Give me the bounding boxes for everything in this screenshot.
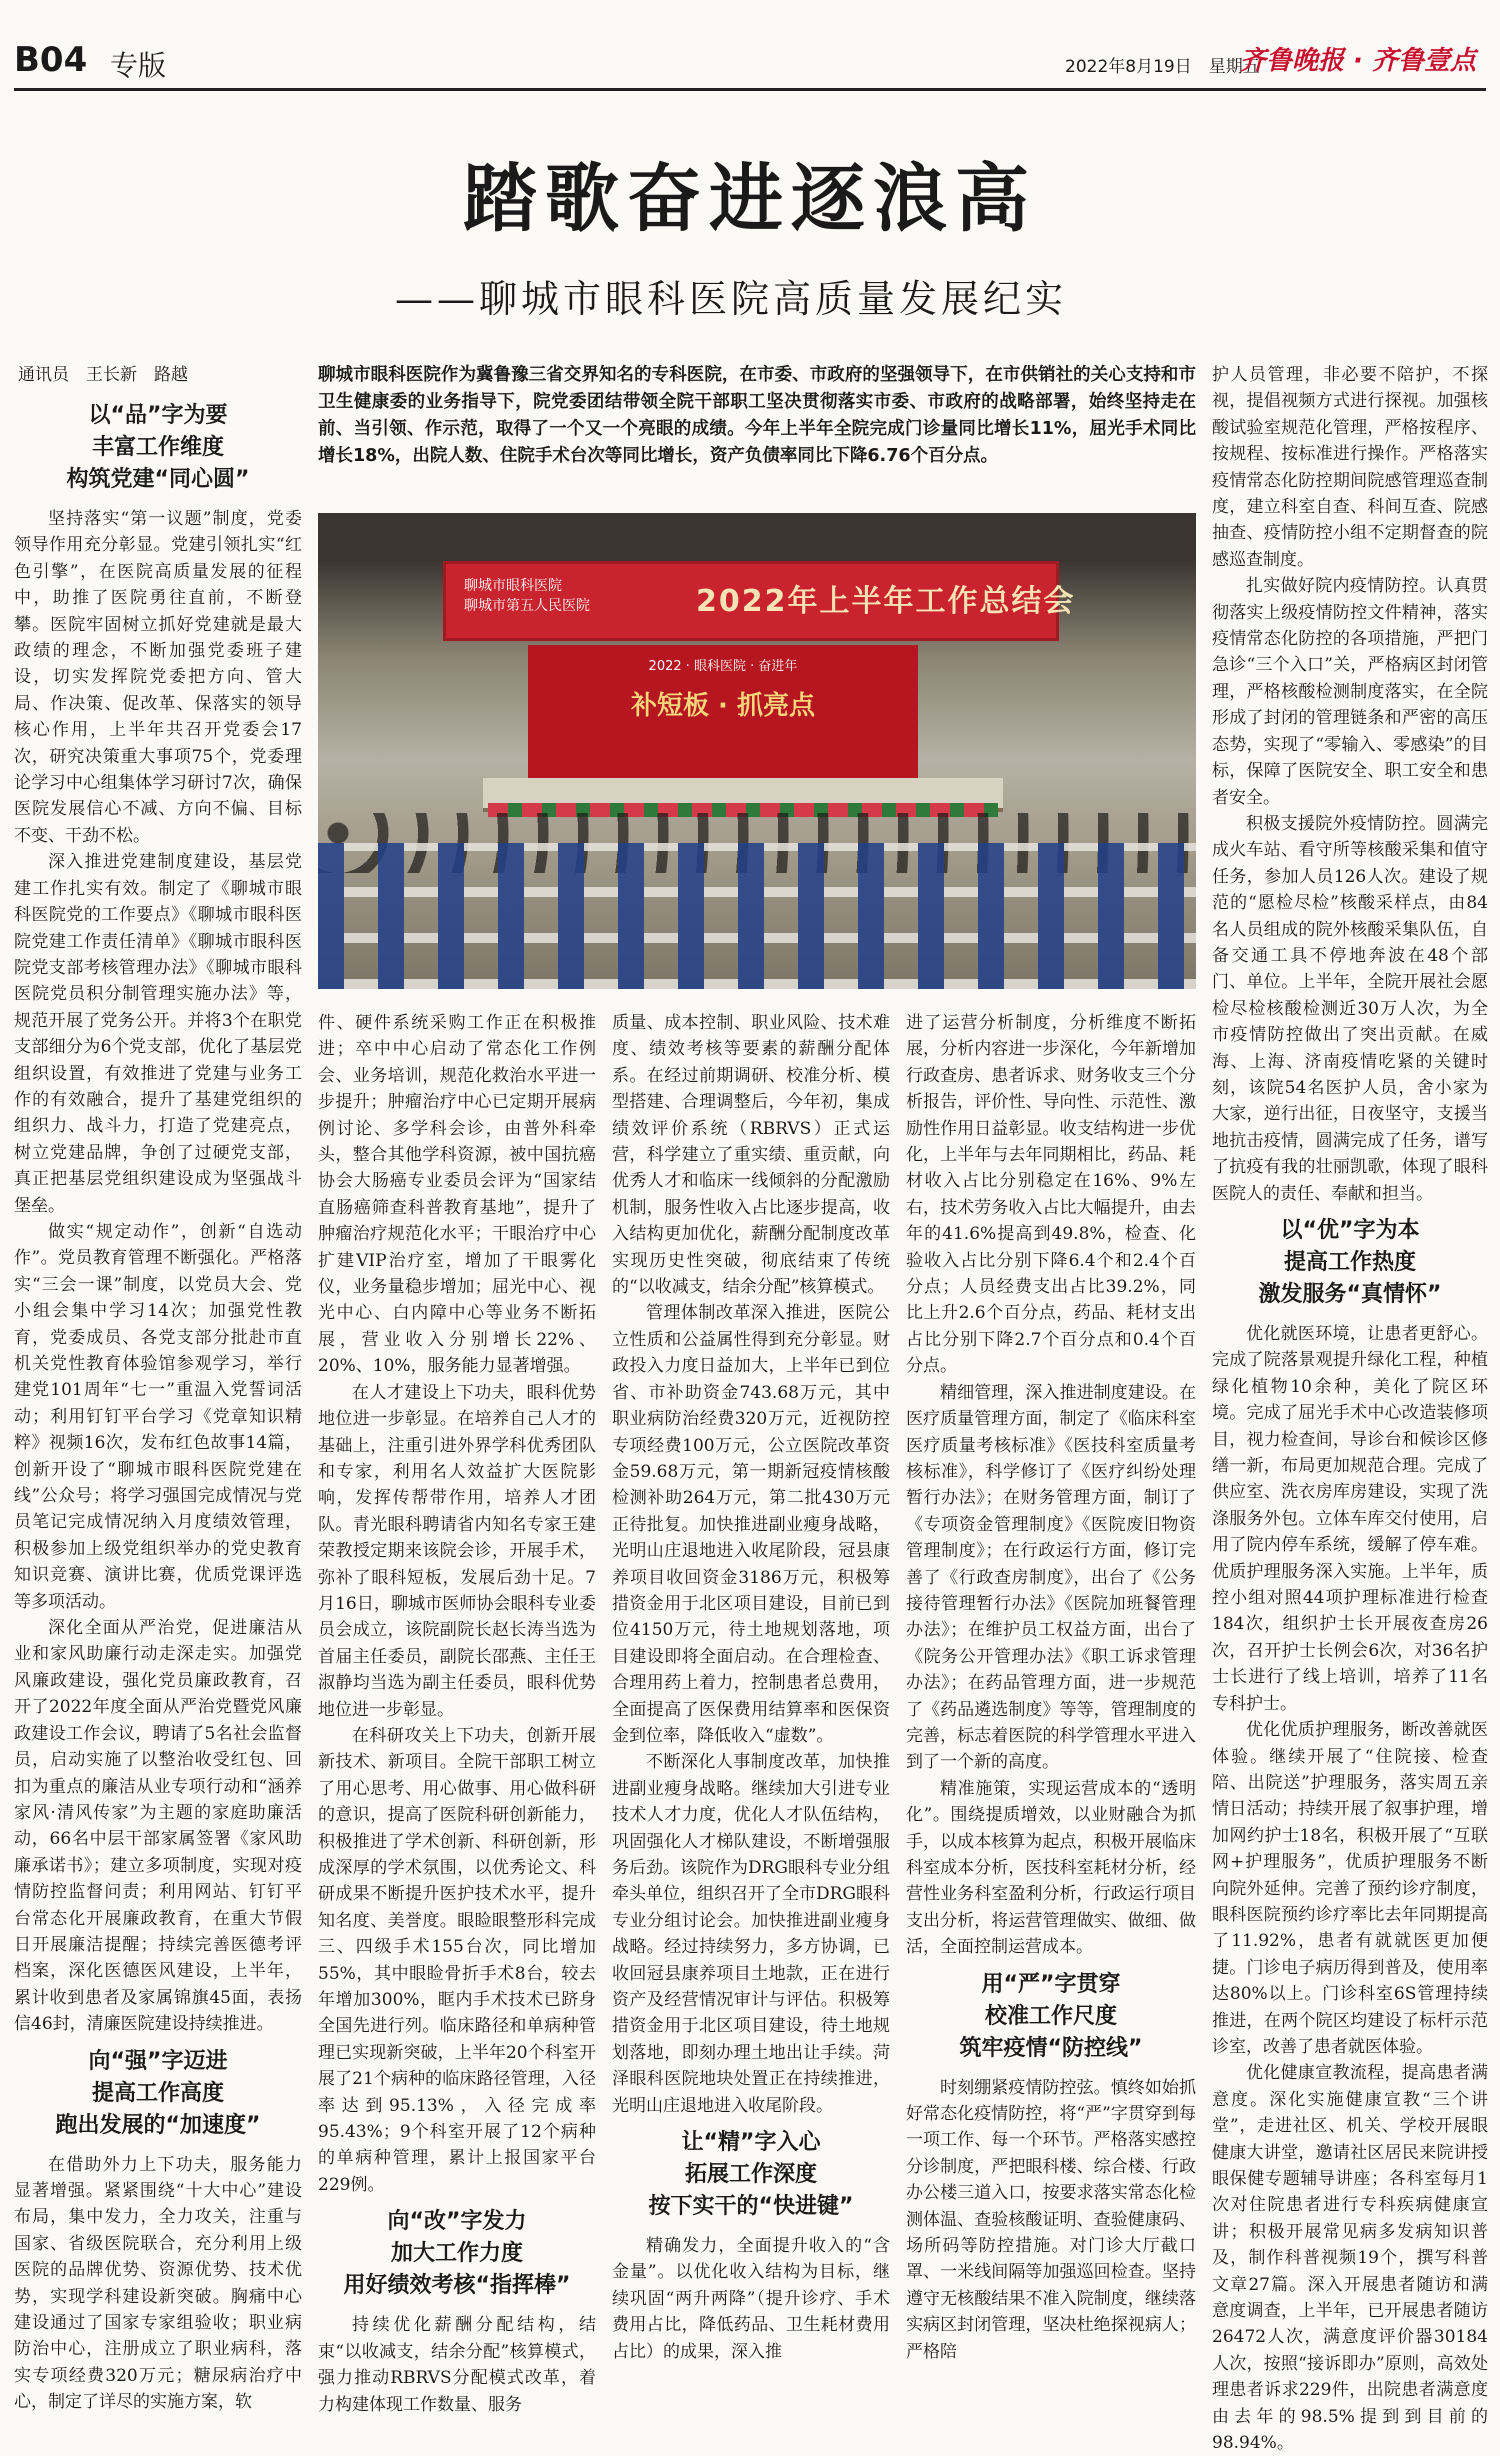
page-header [0, 0, 1500, 90]
paragraph: 在借助外力上下功夫，服务能力显著增强。紧紧围绕“十大中心”建设布局，集中发力，全力攻关，注重与国家、省级医院联合，充分利用上级医院的品牌优势、资源优势、技术优势，实现学科建设新突破。胸痛中心建设通过了国家专家组验收；职业病防治中心，注册成立了职业病科，落实专项经费320万元；糖尿病治疗中心，制定了详尽的实施方案，软 [14, 2154, 302, 2413]
paragraph: 精细管理，深入推进制度建设。在医疗质量管理方面，制定了《临床科室医疗质量考核标准》《医技科室质量考核标准》，科学修订了《医疗纠纷处理暂行办法》；在财务管理方面，制订了《专项资金管理制度》《医院废旧物资管理制度》；在行政运行方面，修订完善了《行政查房制度》，出台了《公务接待管理暂行办法》《医院加班餐管理办法》；在维护员工权益方面，出台了《院务公开管理办法》《职工诉求管理办法》；在药品管理方面，进一步规范了《药品遴选制度》等等，管理制度的完善，标志着医院的科学管理水平进入到了一个新的高度。 [906, 1382, 1196, 1773]
photo-stage-screen: 2022 · 眼科医院 · 奋进年 补短板 · 抓亮点 [528, 645, 918, 795]
paragraph: 时刻绷紧疫情防控弦。慎终如始抓好常态化疫情防控，将“严”字贯穿到每一项工作、每一个环节。严格落实感控分诊制度，严把眼科楼、综合楼、行政办公楼三道入口，按要求落实常态化检测体温、查验核酸证明、查验健康码、场所码等防控措施。对门诊大厅截口罩、一米线间隔等加强巡回检查。坚持遵守无核酸结果不准入院制度，继续落实病区封闭管理，坚决杜绝探视病人；严格陪 [906, 2077, 1196, 2362]
paragraph: 管理体制改革深入推进，医院公立性质和公益属性得到充分彰显。财政投入力度日益加大，上半年已到位省、市补助资金743.68万元，其中职业病防治经费320万元，近视防控专项经费100万元，公立医院改革资金59.68万元，第一期新冠疫情核酸检测补助264万元，第二批430万元正待批复。加快推进副业瘦身战略，光明山庄退地进入收尾阶段，冠县康养项目收回资金3186万元，积极筹措资金用于北区项目建设，目前已到位4150万元，待土地规划落地，项目建设即将全面启动。在合理检查、合理用药上着力，控制患者总费用，全面提高了医保费用结算率和医保资金到位率，降低收入“虚数”。 [612, 1303, 890, 1746]
byline: 通讯员 王长新 路越 [18, 365, 188, 385]
photo-seats [318, 843, 1196, 989]
paragraph: 积极支援院外疫情防控。圆满完成火车站、看守所等核酸采集和值守任务，参加人员126人次。建设了规范的“愿检尽检”核酸采样点，由84名人员组成的院外核酸采集队伍，自备交通工具不停地奔波在48个部门、单位。上半年，全院开展社会愿检尽检核酸检测近30万人次，为全市疫情防控做出了突出贡献。在威海、上海、济南疫情吃紧的关键时刻，该院54名医护人员，舍小家为大家，逆行出征，日夜坚守，支援当地抗击疫情，圆满完成了任务，谱写了抗疫有我的壮丽凯歌，体现了眼科医院人的责任、奉献和担当。 [1212, 813, 1488, 1204]
paragraph: 在人才建设上下功夫，眼科优势地位进一步彰显。在培养自己人才的基础上，注重引进外界学科优秀团队和专家，利用名人效益扩大医院影响，发挥传帮带作用，培养人才团队。青光眼科聘请省内知名专家王建荣教授定期来该院会诊，开展手术，弥补了眼科短板，发展后劲十足。7月16日，聊城市医师协会眼科专业委员会成立，该院副院长赵长涛当选为首届主任委员，副院长邵燕、主任王淑静均当选为副主任委员，眼科优势地位进一步彰显。 [318, 1382, 596, 1720]
paragraph: 件、硬件系统采购工作正在积极推进；卒中中心启动了常态化工作例会、业务培训，规范化救治水平进一步提升；肿瘤治疗中心已定期开展病例讨论、多学科会诊，由普外科牵头，整合其他学科资源，被中国抗癌协会大肠癌专业委员会评为“国家结直肠癌筛查科普教育基地”，提升了肿瘤治疗规范化水平；干眼治疗中心扩建VIP治疗室，增加了干眼雾化仪，业务量稳步增加；屈光中心、视光中心、白内障中心等业务不断拓展，营业收入分别增长22%、20%、10%，服务能力显著增强。 [318, 1013, 596, 1377]
paragraph: 在科研攻关上下功夫，创新开展新技术、新项目。全院干部职工树立了用心思考、用心做事、用心做科研的意识，提高了医院科研创新能力，积极推进了学术创新、科研创新，形成深厚的学术氛围，以优秀论文、科研成果不断提升医护技术水平，提升知名度、美誉度。眼睑眼整形科完成三、四级手术155台次，同比增加55%，其中眼睑骨折手术8台，较去年增加300%，眶内手术技术已跻身全国先进行列。临床路径和单病种管理已实现新突破，上半年20个科室开展了21个病种的临床路径管理，入径率达到95.13%，入径完成率95.43%；9个科室开展了12个病种的单病种管理，累计上报国家平台229例。 [318, 1725, 596, 2195]
article-column-5 [1212, 362, 1488, 2454]
subheading-reform: 向“改”字发力 加大工作力度 用好绩效考核“指挥棒” [343, 2209, 571, 2299]
paragraph: 深化全面从严治党，促进廉洁从业和家风助廉行动走深走实。加强党风廉政建设，强化党员廉政教育，召开了2022年度全面从严治党暨党风廉政建设工作会议，聘请了5名社会监督员，启动实施了以整治收受红包、回扣为重点的廉洁从业专项行动和“涵养家风·清风传家”为主题的家庭助廉活动，66名中层干部家属签署《家风助廉承诺书》；建立多项制度，实现对疫情防控监督问责；利用网站、钉钉平台常态化开展廉政教育，在重大节假日开展廉洁提醒；持续完善医德考评档案，深化医德医风建设，上半年，累计收到患者及家属锦旗45面，表扬信46封，清廉医院建设持续推进。 [14, 1618, 302, 2035]
section-label: 专版 [110, 49, 167, 82]
paragraph: 优化优质护理服务，断改善就医体验。继续开展了“住院接、检查陪、出院送”护理服务，落实周五亲情日活动；持续开展了叙事护理，增加网约护士18名，积极开展了“互联网+护理服务”，优质护理服务不断向院外延伸。完善了预约诊疗制度，眼科医院预约诊疗率比去年同期提高了11.92%，患者有就就医更加便捷。门诊电子病历得到普及，使用率达80%以上。门诊科室6S管理持续推进，在两个院区均建设了标杆示范诊室，改善了患者就医体验。 [1212, 1720, 1488, 2057]
article-column-4 [906, 1010, 1196, 2402]
paragraph: 精确发力，全面提升收入的“含金量”。以优化收入结构为目标，继续巩固“两升两降”（提升诊疗、手术费用占比，降低药品、卫生耗材费用占比）的成果，深入推 [612, 2236, 890, 2362]
photo-banner [443, 561, 1076, 641]
subheadline: ——聊城市眼科医院高质量发展纪实 [395, 277, 1068, 321]
subheading-service: 以“优”字为本 提高工作热度 激发服务“真情怀” [1258, 1218, 1442, 1307]
lead-paragraph: 聊城市眼科医院作为冀鲁豫三省交界知名的专科医院，在市委、市政府的坚强领导下，在市供销社的关心支持和市卫生健康委的业务指导下，院党委团结带领全院干部职工坚决贯彻落实市委、市政府的战略部署，始终坚持走在前、当引领、作示范，取得了一个又一个亮眼的成绩。今年上半年全院完成门诊量同比增长11%，屈光手术同比增长18%，出院人数、住院手术台次等同比增长，资产负债率同比下降6.76个百分点。 [318, 365, 1196, 466]
paragraph: 做实“规定动作”，创新“自选动作”。党员教育管理不断强化。严格落实“三会一课”制度，以党员大会、党小组会集中学习14次；加强党性教育，党委成员、各党支部分批赴市直机关党性教育体验馆参观学习，举行建党101周年“七一”重温入党誓词活动；利用钉钉平台学习《党章知识精粹》视频16次，发布红色故事14篇，创新开设了“聊城市眼科医院党建在线”公众号；将学习强国完成情况与党员笔记完成情况纳入月度绩效管理，积极参加上级党组织举办的党史教育知识竞赛、演讲比赛，优质党课评选等多项活动。 [14, 1221, 302, 1612]
article-column-3 [612, 1010, 890, 2402]
paragraph: 护人员管理，非必要不陪护，不探视，提倡视频方式进行探视。加强核酸试验室规范化管理，严格按程序、按规程、按标准进行操作。严格落实疫情常态化防控期间院感管理巡查制度，建立科室自查、科间互查、院感抽查、疫情防控小组不定期督查的院感巡查制度。 [1212, 365, 1488, 570]
page-number: B04 [14, 40, 88, 80]
paragraph: 扎实做好院内疫情防控。认真贯彻落实上级疫情防控文件精神，落实疫情常态化防控的各项措施，严把门急诊“三个入口”关，严格病区封闭管理，严格核酸检测制度落实，在全院形成了封闭的管理链条和严密的高压态势，实现了“零输入、零感染”的目标，保障了医院安全、职工安全和患者安全。 [1212, 576, 1488, 808]
paragraph: 持续优化薪酬分配结构，结束“以收减支，结余分配”核算模式，强力推动RBRVS分配模式改革，着力构建体现工作数量、服务 [318, 2315, 596, 2415]
newspaper-logo: 齐鲁晚报 · 齐鲁壹点 [1240, 46, 1476, 76]
conference-photo [318, 513, 1196, 989]
paragraph: 优化就医环境，让患者更舒心。完成了院落景观提升绿化工程，种植绿化植物10余种，美化了院区环境。完成了屈光手术中心改造装修项目，视力检查间，导诊台和候诊区修缮一新，布局更加规范合理。完成了供应室、洗衣房库房建设，实现了洗涤服务外包。立体车库交付使用，启用了院内停车系统，缓解了停车难。优质护理服务深入实施。上半年，质控小组对照44项护理标准进行检查184次，组织护士长开展夜查房26次，召开护士长例会6次，对36名护士长进行了线上培训，培养了11名专科护士。 [1212, 1324, 1488, 1714]
paragraph: 不断深化人事制度改革，加快推进副业瘦身战略。继续加大引进专业技术人才力度，优化人才队伍结构，巩固强化人才梯队建设，不断增强服务后劲。该院作为DRG眼科专业分组牵头单位，组织召开了全市DRG眼科专业分组讨论会。加快推进副业瘦身战略。经过持续努力，多方协调，已收回冠县康养项目土地款，正在进行资产及经营情况审计与评估。积极筹措资金用于北区项目建设，待土地规划落地，即刻办理土地出让手续。菏泽眼科医院地块处置正在持续推进，光明山庄退地进入收尾阶段。 [612, 1752, 891, 2116]
article-column-1 [14, 392, 302, 2413]
article-column-2 [318, 1010, 596, 2415]
subheading-precision: 让“精”字入心 拓展工作深度 按下实干的“快进键” [648, 2130, 854, 2220]
photo-banner-title: 2022年上半年工作总结会 [696, 584, 1076, 619]
subheading-strength: 向“强”字迈进 提高工作高度 跑出发展的“加速度” [55, 2048, 261, 2138]
paragraph: 优化健康宣教流程，提高患者满意度。深化实施健康宣教“三个讲堂”，走进社区、机关、学校开展眼健康大讲堂，邀请社区居民来院讲授眼保健专题辅导讲座；各科室每月1次对住院患者进行专科疾病健康宣讲；积极开展常见病多发病知识普及，制作科普视频19个，撰写科普文章27篇。深入开展患者随访和满意度调查，上半年，已开展患者随访26472人次，满意度评价器30184人次，按照“接诉即办”原则，高效处理患者诉求229件，出院患者满意度由去年的98.5%提到到目前的98.94%。 [1212, 2063, 1488, 2454]
header-rule [14, 88, 1486, 91]
paragraph: 坚持落实“第一议题”制度，党委领导作用充分彰显。党建引领扎实“红色引擎”，在医院高质量发展的征程中，助推了医院勇往直前，不断登攀。医院牢固树立抓好党建就是最大政绩的理念，不断加强党委班子建设，切实发挥院党委把方向、管大局、作决策、促改革、保落实的领导核心作用，上半年共召开党委会17次，研究决策重大事项75个，党委理论学习中心组集体学习研讨7次，确保医院发展信心不减、方向不偏、目标不变、干劲不松。 [14, 509, 302, 846]
headline: 踏歌奋进逐浪高 [463, 156, 1037, 242]
paragraph: 精准施策，实现运营成本的“透明化”。围绕提质增效，以业财融合为抓手，以成本核算为起点，积极开展临床科室成本分析，医技科室耗材分析，经营性业务科室盈利分析，行政运行项目支出分析，将运营管理做实、做细、做活，全面控制运营成本。 [906, 1778, 1196, 1958]
paragraph: 深入推进党建制度建设，基层党建工作扎实有效。制定了《聊城市眼科医院党的工作要点》《聊城市眼科医院党建工作责任清单》《聊城市眼科医院党支部考核管理办法》《聊城市眼科医院党员积分制管理实施办法》等，规范开展了党务公开。并将3个在职党支部细分为6个党支部，优化了基层党组织设置，有效推进了党建与业务工作的有效融合，提升了基建党组织的组织力、战斗力，打造了党建亮点，树立党建品牌，争创了过硬党支部，真正把基层党组织建设成为坚强战斗堡垒。 [14, 852, 302, 1216]
paragraph: 进了运营分析制度，分析维度不断拓展，分析内容进一步深化，今年新增加行政查房、患者诉求、财务收支三个分析报告，评价性、导向性、示范性、激励性作用日益彰显。收支结构进一步优化，上半年与去年同期相比，药品、耗材收入占比分别稳定在16%、9%左右，技术劳务收入占比大幅提升，由去年的41.6%提高到49.8%，检查、化验收入占比分别下降6.4个和2.4个百分点；人员经费支出占比39.2%，同比上升2.6个百分点，药品、耗材支出占比分别下降2.7个百分点和0.4个百分点。 [906, 1013, 1196, 1377]
subheading-party-building: 以“品”字为要 丰富工作维度 构筑党建“同心圆” [66, 403, 250, 492]
subheading-strictness: 用“严”字贯穿 校准工作尺度 筑牢疫情“防控线” [959, 1971, 1143, 2061]
paragraph: 质量、成本控制、职业风险、技术难度、绩效考核等要素的薪酬分配体系。在经过前期调研、校准分析、模型搭建、合理调整后，今年初，集成绩效评价系统（RBRVS）正式运营，科学建立了重实绩、重贡献，向优秀人才和临床一线倾斜的分配激励机制，服务性收入占比逐步提高，收入结构更加优化，薪酬分配制度改革实现历史性突破，彻底结束了传统的“以收减支，结余分配”核算模式。 [612, 1013, 890, 1298]
photo-banner-hospitals: 聊城市眼科医院 聊城市第五人民医院 [464, 578, 590, 614]
issue-date: 2022年8月19日 星期五 [1065, 57, 1260, 77]
